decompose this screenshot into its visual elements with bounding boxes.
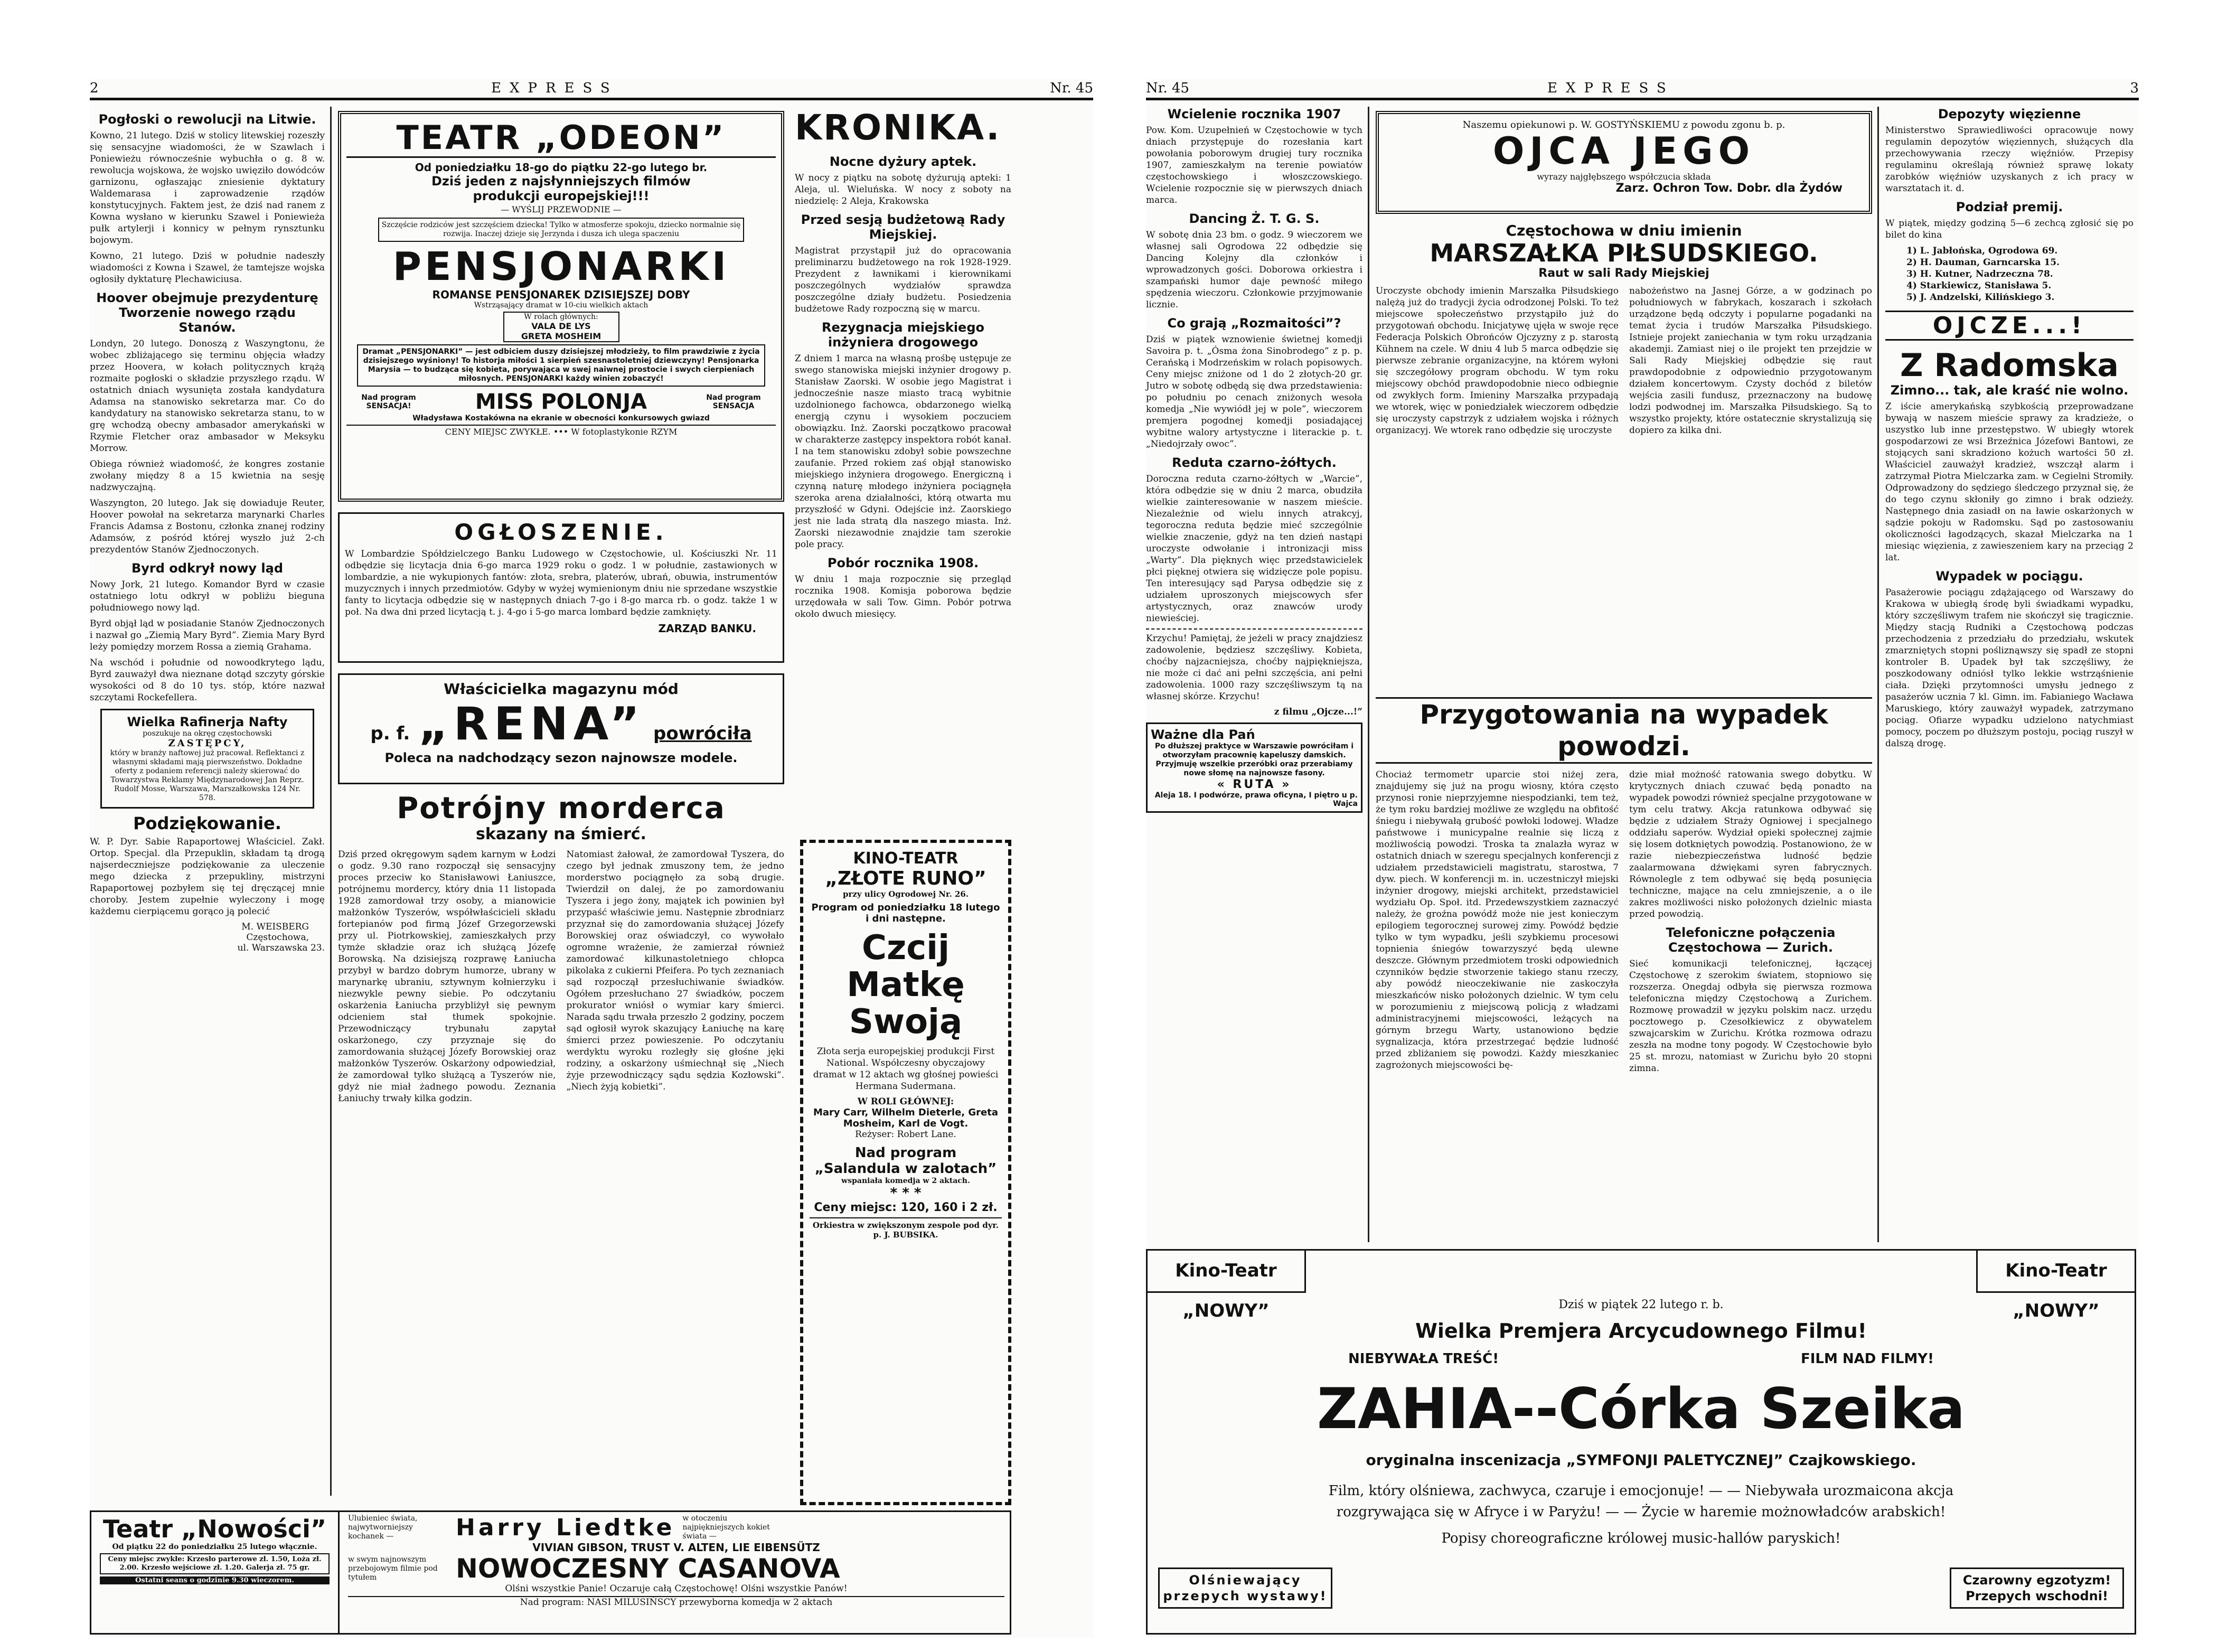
runo-cast: Mary Carr, Wilhelm Dieterle, Greta Mosheim, Karl de Vogt. xyxy=(813,1107,998,1129)
nowosci-left xyxy=(91,1512,340,1633)
odeon-tagline1: Dziś jeden z najsłynniejszych filmów xyxy=(431,174,691,189)
runo-cinema: KINO-TEATR xyxy=(853,849,958,868)
right-column-news xyxy=(1885,107,2134,1242)
flood-left: Chociaż termometr uparcie stoi niżej zera, znajdujemy się już na progu wiosny, która często przynosi ronie nieprzyjemne niespodzianki, tem też, że tym roku bardziej możliwe ze względu na obfitość śniegu i niebywałą grubość powłoki lodowej. Władze państwowe i municypalne realnie się liczą z możliwością powodzi. Troska ta znalazła wyraz w ostatnich dniach w szeregu specjalnych konferencji z udziałem przedstawicieli magistratu, starostwa, 7 dyw. piech. W konferencji m. in. uczestniczył miejski inżynier drogowy, miejski architekt, przedstawiciel wydziału Op. Społ. itd. Przedewszystkiem zaznaczyć należy, że groźna powódź może nie jest konieczym epilogiem tegorocznej surowej zimy. Powódź będzie tylko w tym wypadku, jeśli szybkiemu procesowi topnienia śniegów towarzyszyć będą ulewne deszcze. Głównym przedmiotem troski odpowiednich czynników będzie stworzenie takiego stanu rzeczy, aby powódź nieoczekiwanie nie zaskoczyła mieszkańców nisko położonych dzielnic. W tym celu w porozumieniu z miejscową policją z władzami administracyjnemi miejscowości, leżących na górnym brzegu Warty, ustanowiono będzie sygnalizacja, która przestrzegać będzie ludność przed zbliżaniem się powodzi. Każdy mieszkaniec zagrożonych miejscowości bę- xyxy=(1376,769,1619,1071)
text-krzych: Krzychu! Pamiętaj, że jeżeli w pracy znajdziesz zadowolenie, będziesz szczęśliwy. Kobieta, choćby najzacniejsza, choćby najpiękniejsza, nie może ci dać ani pełni szczęścia, ani pełni zadowolenia. 1000 razy szczęśliwszym tą na własnej skórze. Krzychu! xyxy=(1146,633,1362,702)
ad-rena xyxy=(338,673,784,784)
rena-row xyxy=(345,698,777,750)
nowy-badge-left: Olśniewający przepych wystawy! xyxy=(1158,1567,1332,1609)
article-pilsudski xyxy=(1376,222,1872,440)
flood-title: Przygotowania na wypadek powodzi. xyxy=(1376,697,1872,764)
headline-hoover: Hoover obejmuje prezydenturę xyxy=(96,290,318,305)
text-prizes: W piątek, między godziną 5—6 zechcą zgłosić się po bilet do kina xyxy=(1885,218,2134,240)
article-flood xyxy=(1376,697,1872,1078)
subheadline-hoover: Tworzenie nowego rządu Stanów. xyxy=(119,305,296,335)
masthead: EXPRESS xyxy=(1547,80,1675,96)
ad-ladies xyxy=(1146,722,1362,813)
text-dancing: W sobotę dnia 23 bm. o godz. 9 wieczorem we własnej sali Ogrodowa 22 odbędzie się Dancing Kolejny dla członków i wprowadzonych gości. Doborowa orkiestra i szampański humor daje pewność miłego spędzenia wieczoru. Członkowie przyjmowanie licznie. xyxy=(1146,230,1362,310)
headline-reduta: Reduta czarno-żółtych. xyxy=(1172,455,1337,470)
odeon-drama: Wstrząsający dramat w 10-ciu wielkich aktach xyxy=(474,301,649,309)
nowy-line2: rozgrywająca się w Afryce i w Paryżu! — — Życie w haremie możnowładców arabskich! xyxy=(1336,1504,1946,1520)
nowy-nieby: NIEBYWAŁA TREŚĆ! xyxy=(1348,1351,1499,1367)
text-deposits: Ministerstwo Sprawiedliwości opracowuje nowy regulamin depozytów więziennych, służących dla przechowywania rzeczy więźniów. Przepisy regulaminu określają również sprawę lokaty zarobków więźniów uzyskanych z ich pracy w warsztatach it. d. xyxy=(1885,125,2134,194)
prize-item: 5) J. Andzelski, Kilińskiego 3. xyxy=(1906,292,2055,303)
text-rozmaitosci: Dziś w piątek wznowienie świetnej komedji Savoira p. t. „Ósma żona Sinobrodego” z p. p. Cerańską i Modrzeńskim w rolach popisowych. Ceny miejsc zniżone od 1 do 2 złotych-20 gr. Jutro w sobotę odbędą się dwa przedstawienia: po południu po cenach zniżonych wesoła komedja „Nie wywiódł jej w pole”, wieczorem premjera pogodnej komedji posiadającej wybitne walory artystyczne i literackie p. t. „Niedojrzały owoc”. xyxy=(1146,334,1362,449)
page-gutter xyxy=(1096,74,1143,1642)
obit-line1: Naszemu opiekunowi p. W. GOSTYŃSKIEMU z powodu zgonu b. p. xyxy=(1462,119,1785,130)
notice-obituary xyxy=(1376,111,1872,214)
runo-name: „ZŁOTE RUNO” xyxy=(825,868,986,889)
odeon-extra-left: Nad program SENSACJA! xyxy=(361,393,416,410)
nowosci-title: Teatr „Nowości” xyxy=(102,1515,327,1543)
resign-title: Rezygnacja miejskiego inżyniera drogowego xyxy=(822,320,984,350)
nowy-badge-right: Czarowny egzotyzm! Przepych wschodni! xyxy=(1950,1567,2124,1609)
ad-nowy xyxy=(1146,1249,2136,1635)
nowosci-extra: Nad program: NASI MILUSIŃSCY przewyborna komedja w 2 aktach xyxy=(348,1596,1004,1608)
phone-text: Sieć komunikacji telefonicznej, łączącej Częstochowę z szerokim światem, stopniowo się rozszerza. Onegdaj odbyła się pierwsza rozmowa telefoniczna między Częstochową a Zurichem. Rozmowę prowadził w języku polskim nacz. urzędu pocztowego p. Czesołkiewicz z obywatelem szwajcarskim w Zurichu. Krótka rozmowa odrazu zeszła na modne tony pogody. W Częstochowie było 25 st. mrozu, natomiast w Zurichu było 20 stopni zimna. xyxy=(1629,959,1872,1074)
runo-film3: Swoją xyxy=(849,1002,963,1041)
odeon-title: TEATR „ODEON” xyxy=(346,119,776,158)
runo-extra: Nad program xyxy=(854,1145,957,1161)
prize-item: 3) H. Kutner, Nadrzeczna 78. xyxy=(1906,269,2053,279)
prize-item: 1) L. Jabłońska, Ogrodowa 69. xyxy=(1906,246,2058,256)
draft-title: Pobór rocznika 1908. xyxy=(827,556,979,570)
odeon-star2: GRETA MOSHEIM xyxy=(521,331,602,341)
odeon-film-sub: ROMANSE PENSJONAREK DZISIEJSZEJ DOBY xyxy=(432,288,690,301)
text-film-ref: z filmu „Ojcze...!” xyxy=(1274,707,1362,717)
masthead: EXPRESS xyxy=(491,80,618,96)
rena-back: powróciła xyxy=(653,723,752,744)
prize-item: 2) H. Dauman, Garncarska 15. xyxy=(1906,257,2060,268)
odeon-promo: Dramat „PENSJONARKI” — jest odbiciem duszy dzisiejszej młodzieży, to film prawdziwie z życia dzisiejszego wyśniony! To historja miłości 1 sierpień szesnastoletniej dziewczyny! Pensjonarka Marysia — to budząca się kobieta, porywająca w swej naiwnej prostocie i swych cierpieniach miłosnych. PENSJONARKI każdy winien zobaczyć! xyxy=(357,344,765,387)
nowosci-film-row xyxy=(348,1554,1004,1583)
flood-right: dzie miał możność ratowania swego dobytku. W krytycznych dniach czuwać będą ponadto na wypadek powodzi również specjalne przygotowane w tym celu tratwy. Akcja ratunkowa odbywać się będzie z udziałem Straży Ogniowej i specjalnego oddziału saperów. Wydział opieki społecznej zajmie się losem dotkniętych powodzią. Postanowiono, że w razie niebezpieczeństwa ludność będzie zaalarmowana dźwiękami syren fabrycznych. Równolegle z tem odbywać się będą posunięcia techniczne, mające na celu zmniejszenie, a o ile zakres możliwości nisko położonych dzielnic miasta przed powodzią. xyxy=(1629,769,1872,919)
thanks-sign-address: ul. Warszawska 23. xyxy=(237,943,325,953)
rena-line1: Właścicielka magazynu mód xyxy=(444,680,679,698)
murderer-right: Natomiast żałował, że zamordował Tyszera, do czego był jednak zmuszony tem, że jedno morderstwo pociągnęło za sobą drugie. Twierdził on dalej, że po zamordowaniu Tyszera i jego żony, majątek ich powinien był przypaść właściwie jemu. Następnie zbrodniarz przyznał się do zamordowania służącej Józefy Borowskiej oraz oświadczył, co wywołało ogromne wrażenie, że zamierzał również zamordować kilkunastoletniego chłopca pikolaka z cukierni Pfeifera. Po tych zeznaniach sąd rozpoczął przesłuchiwanie świadków. Ogółem przesłuchano 27 świadków, poczem prokurator wniósł o wymiar kary śmierci. Narada sądu trwała przeszło 2 godziny, poczem sąd ogłosił wyrok skazujący Łaniuchę na karę śmierci przez powieszenie. Po odczytaniu werdyktu wyroku rozległy się głośne jęki rodziny, a oskarżony uśmiechnął się „Niech żyje przewodniczący sądu sędzia Kozłowski”. „Niech żyją kobietki”. xyxy=(566,849,784,1092)
notice-sign: ZARZĄD BANKU. xyxy=(658,622,756,635)
text-reduta: Doroczna reduta czarno-żółtych w „Warcie”, która odbędzie się w dniu 2 marca, obudziła wielkie zainteresowanie w naszem mieście. Niezależnie od wielu innych atrakcyj, tegoroczna reduta będzie mieć szczególnie wielkie znaczenie, gdyż na ten dzień nastąpi uroczyste odwołanie i intronizacji miss „Warty”. Dla pięknych więc przedstawicielek płci pięknej otwiera się widzięcze pole popisu. Ten interesujący sąd Parysa odbędzie się z udziałem uproszonych miejscowych sfer artystycznych, oraz znawców urody niewieściej. xyxy=(1146,474,1362,624)
subheadline-radomsko: Zimno... tak, ale kraść nie wolno. xyxy=(1890,383,2129,398)
headline-1907: Wcielenie rocznika 1907 xyxy=(1167,107,1341,121)
headline-byrd: Byrd odkrył nowy ląd xyxy=(131,561,284,576)
left-page xyxy=(90,79,1093,1637)
pilsudski-title: MARSZAŁKA PIŁSUDSKIEGO. xyxy=(1430,239,1818,267)
headline-rozmaitosci: Co grają „Rozmaitości”? xyxy=(1167,316,1341,331)
headline-prizes: Podział premij. xyxy=(1956,200,2063,214)
nowosci-right xyxy=(343,1512,1010,1633)
runo-film1: Czcij xyxy=(861,928,950,968)
ad-zlote-runo xyxy=(800,840,1011,1505)
pilsudski-line1: Częstochowa w dniu imienin xyxy=(1506,222,1742,239)
nowosci-fav2: w otoczeniu najpiękniejszych kokiet świata — xyxy=(682,1514,770,1541)
notice-box xyxy=(338,512,784,663)
obit-name: OJCA JEGO xyxy=(1492,129,1755,173)
nowy-line1: Film, który olśniewa, zachwyca, czaruje i emocjonuje! — — Niebywała urozmaicona akcja xyxy=(1328,1483,1954,1499)
odeon-extra-right: Nad program SENSACJA xyxy=(706,393,761,410)
text-accident: Pasażerowie pociągu zdążającego od Warszawy do Krakowa w ubiegłą środę byli świadkami wypadku, który szczęśliwym trafem nie skończył się tragicznie. Między stacją Rudniki a Częstochową podczas przechodzenia z przedziału do przedziału, wskutek zmarzniętych stopni pośliznąwszy się spadł ze stopni kontroler B. Upadek był tak szczęśliwy, że poszkodowany odniósł tylko lekkie wstrząśnienie ciała. Dzięki przytomności umysłu jednego z pasażerów ucznia 7 kl. Gimn. im. Fabianiego Wacława Maruskiego, który zauważył wypadek, zatrzymano pociąg. Ofiarze wypadku udzielono natychmiast pomocy, poczem po dłuższym postoju, pociąg ruszył w dalszą drogę. xyxy=(1885,587,2134,749)
ad-refinery-sub: poszukuje na okręg częstochowski xyxy=(143,729,272,738)
article-lithuania-p1: Kowno, 21 lutego. Dziś w stolicy litewskiej rozeszły się sensacyjne wiadomości, że w Szawlach i Poniewieżu równocześnie wybuchła o g. 8 w. rewolucja wojskowa, że wojsko uwięziło dowódców garnizonu, ogłaszając zniesienie dyktatury Waldemarasa i zaprowadzenie rządów konstytucyjnych. Faktem jest, że dziś nad ranem z Kowna wysłano w kierunku Szawel i Poniewieża pułk artylerji i konnicy w pełnym rynsztunku bojowym. xyxy=(90,130,325,246)
murderer-columns xyxy=(338,849,784,1109)
prize-item: 4) Starkiewicz, Stanisława 5. xyxy=(1906,280,2052,291)
ojcze-banner: OJCZE...! xyxy=(1885,311,2134,341)
runo-program: Program od poniedziałku 18 lutego i dni następne. xyxy=(811,902,1000,924)
resign-text: Z dniem 1 marca na własną prośbę ustępuje ze swego stanowiska miejski inżynier drogowy p. Stanisław Zaorski. W osobie jego Magistrat i jednocześnie nasze miasto tracą wybitnie uzdolnionego fachowca, obdarzonego wielką energją czynu i wysokiem poczuciem obowiązku. Inż. Zaorski początkowo pracował w charakterze zastępcy inspektora robót kanał. I na tem stanowisku zdobył sobie powszechne zaufanie. Przed rokiem zaś objął stanowisko miejskiego inżyniera drogowego. Energiczną i czynną naturę młodego inżyniera pociągnęła szeroka arena działalności, którą otwarta mu przyszłość w Gdyni. Odejście inż. Zaorskiego jest nie lada stratą dla naszego miasta. Inż. Zaorski niezawodnie znajdzie tam szerokie pole pracy. xyxy=(795,353,1011,550)
runo-address: przy ulicy Ogrodowej Nr. 26. xyxy=(842,889,969,899)
headline-dancing: Dancing Ż. T. G. S. xyxy=(1189,211,1320,226)
nowy-kino-right: Kino-Teatr „NOWY” xyxy=(1976,1251,2135,1293)
pilsudski-right: nabożeństwo na Jasnej Górze, a w godzinach po południowych w fabrykach, koszarach i szkołach urządzone będą odczyty i popularne pogadanki na temat życia i trudów Marszałka Piłsudskiego. Istnieje projekt zaniechania w tym roku urządzania akademji. Zamiast niej o ile projekt ten przejdzie w Sali Rady Miejskiej odbędzie się raut prawdopodobnie z odpowiednio przygotowanym działem koncertowym. Czysty dochód z biletów wejścia zasili fundusz, przeznaczony na budowę lodzi podwodnej im. Marszałka Piłsudskiego. Są to wszystko projekty, które ostatecznie skrystalizują się dopiero za kilka dni. xyxy=(1629,286,1872,436)
prize-list xyxy=(1906,245,2134,303)
article-byrd-p1: Nowy Jork, 21 lutego. Komandor Byrd w czasie ostatniego lotu odkrył w pobliżu bieguna południowego nowy ląd. xyxy=(90,579,325,613)
right-column-local xyxy=(1146,107,1362,1226)
ad-refinery-title: Wielka Rafinerja Nafty xyxy=(127,715,288,729)
odeon-cast-box xyxy=(503,312,619,342)
nowy-premiere: Wielka Premjera Arcycudownego Filmu! xyxy=(1415,1319,1867,1343)
headline-accident: Wypadek w pociągu. xyxy=(1935,569,2083,584)
divider xyxy=(1146,628,1362,630)
nowy-line3: Popisy choreograficzne królowej music-hallów paryskich! xyxy=(1441,1531,1841,1546)
ad-odeon xyxy=(338,111,784,502)
article-hoover-p2: Obiega również wiadomość, że kongres zostanie zwołany między 8 a 15 kwietnia na sesję nadzwyczajną. xyxy=(90,459,325,493)
draft-text: W dniu 1 maja rozpocznie się przegląd rocznika 1908. Komisja poborowa będzie urzędowała w sali Tow. Gimn. Pobór potrwa około dwuch miesięcy. xyxy=(795,574,1011,620)
runo-stars: * * * xyxy=(890,1185,922,1201)
odeon-extra-sub: Władysława Kostakówna na ekranie w obecności konkursowych gwiazd xyxy=(412,414,710,423)
pilsudski-left: Uroczyste obchody imienin Marszałka Piłsudskiego nalężą już do tradycji życia odrodzonej Polski. To też miejscowe społeczeństwo przystąpiło już do przygotowań obchodu. Inicjatywę ujęła w swoje ręce Federacja Polskich Obrońców Ojczyzny z p. starostą Kühnem na czele. W dniu 4 lub 5 marca odbędzie się pierwsze zebranie organizacyjne, na którem wyłoni się szczegółowy program obchodu. W tym roku miejscowy obchód prawdopodobnie nieco odbiegnie od zwykłych form. Imieniny Marszałka przypadają we wtorek, więc w poniedziałek wieczorem odbędzie się uroczysty capstrzyk z udziałem wojska i różnych organizacyj. We wtorek rano odbędzie się uroczyste xyxy=(1376,286,1619,436)
article-hoover-p1: Londyn, 20 lutego. Donoszą z Waszyngtonu, że wobec zbliżającego się terminu objęcia władzy przez Hoovera, w kołach politycznych krążą rozmaite pogłoski o składzie przyszłego rządu. W ostatnich dniach wysunięta została kandydatura Adamsa na stanowisko sekretarza mar. Co do kandydatury na stanowisko sekretarza stanu, to w grę wchodzą obecny ambasador amerykański w Rzymie Fletcher oraz ambasador w Meksyku Morrow. xyxy=(90,339,325,454)
notice-text: W Lombardzie Spółdzielczego Banku Ludowego w Częstochowie, ul. Kościuszki Nr. 11 odbędzie się licytacja dnia 6-go marca 1929 roku o godz. 1 w południe, zastawionych w lombardzie, a nie wykupionych fantów: złota, srebra, platerów, ubrań, obuwia, instrumentów muzycznych i innych przedmiotów. Gdyby w wyżej wymienionym dniu nie sprzedane wszystkie fanty to licytacja odbędzie się w następnych dniach 7-go i 8-go marca rb. o godz. także 1 w poł. Na dwa dni przed licytacją t. j. 4-go i 5-go marca lombard będzie zamknięty. xyxy=(345,549,777,617)
issue-number: Nr. 45 xyxy=(1146,80,1189,96)
runo-comedy-sub: wspaniała komedja w 2 aktach. xyxy=(841,1177,970,1185)
odeon-extra-mid: MISS POLONJA xyxy=(475,390,647,414)
nowy-kino-left: Kino-Teatr „NOWY” xyxy=(1148,1251,1306,1293)
nowosci-rave: Olśni wszystkie Panie! Oczaruje całą Częstochowę! Olśni wszystkie Panów! xyxy=(505,1583,848,1594)
odeon-star1: VALA DE LYS xyxy=(531,321,591,331)
ad-refinery-text: który w branży naftowej już pracował. Reflektanci z własnymi składami mają pierwszeństwo. Dokładne oferty z podaniem referencji należy skierować do Towarzystwa Reklamy Międzynarodowej Jan Reprz. Rudolf Mosse, Warszawa, Marszałkowska 124 Nr. 578. xyxy=(110,749,305,802)
ladies-title: Ważne dla Pań xyxy=(1151,727,1255,742)
flood-columns xyxy=(1376,769,1872,1078)
nowy-film: ZAHIA--Córka Szeika xyxy=(1317,1376,1966,1441)
odeon-roles: W rolach głównych: xyxy=(524,313,598,321)
budget-title: Przed sesją budżetową Rady Miejskiej. xyxy=(801,212,1005,242)
article-byrd-p3: Na wschód i południe od nowoodkrytego lądu, Byrd zauważył dwa nieznane dotąd szczyty górskie wysokości od 8 do 10 tys. stóp, które nazwał szczytami Rockefellera. xyxy=(90,658,325,703)
odeon-film: PENSJONARKI xyxy=(392,244,730,289)
odeon-parents: Szczęście rodziców jest szczęściem dziecka! Tylko w atmosferze spokoju, dziecko normalnie się rozwija. Inaczej dzieje się Jerzynda i dusza ich ulega spaczeniu xyxy=(378,218,744,242)
murderer-left: Dziś przed okręgowym sądem karnym w Łodzi o godz. 9.30 rano rozpoczął się sensacyjny proces przeciw ko Stanisławowi Łaniuszce, potrójnemu mordercy, który dnia 11 listopada 1928 zamordował trzy osoby, a mianowicie małżonków Tyszerów, współwłaścicieli składu fortepianów pod firmą Józef Grzegorzewski przy ul. Piotrkowskiej, zamieszkałych przy tymże składzie oraz ich służącą Józefę Borowską. Na dzisiejszą rozprawę Łaniucha przybył w bardzo dobrym humorze, ubrany w marynarkę ubraniu, sztywnym kołnierzyku i niezwykle pewny siebie. Po odczytaniu oskarżenia Łaniucha przybliżył się pewnym odcieniem stał tłumek spokojnie. Przewodniczący trybunału zapytał oskarżonego, czy przyznaje się do zamordowania służącej Józefy Borowskiej oraz małżonków Tyszerów. Oskarżony odpowiedział, że zamordował tylko służącą a Tyszerów nie, gdyż nie miał żadnego powodu. Zeznania Łaniuchy trwały kilka godzin. xyxy=(338,849,556,1104)
text-radomsko: Z iście amerykańską szybkością przeprowadzane bywają w naszem mieście sprawy za kradzieże, o uszystko lub inne przestępstwo. W ubiegły wtorek gospodarzowi ze wsi Brzeźnica Józefowi Bantowi, ze stojących sani skradziono kożuch wartości 50 zł. Właściciel zauważył kradzież, wszczął alarm i zatrzymał Piotra Mielczarka zam. w Cegielni Stromiły. Odprowadzony do sędziego śledczego przyznał się, że do tego czynu skłoniły go zimno i brak odzieży. Następnego dnia zasiadł on na ławie oskarżonych w sądzie pokoju w Radomsku. Sąd po zastosowaniu okoliczności łagodzących, skazał Mielczarka na 1 miesiąc więzienia, z zawieszeniem kary na przeciąg 2 lat. xyxy=(1885,401,2134,563)
left-page-header xyxy=(90,79,1093,100)
column-rule xyxy=(1368,107,1369,1242)
pharm-text: W nocy z piątku na sobotę dyżurują apteki: 1 Aleja, ul. Wieluńska. W nocy z soboty na niedzielę: 2 Aleja, Krakowska xyxy=(795,173,1011,207)
thanks-sign-name: M. WEISBERG xyxy=(241,922,309,932)
text-1907: Pow. Kom. Uzupełnień w Częstochowie w tych dniach przystępuje do rozesłania kart powołania poborowym drugiej tury rocznika 1907, zamieszkałym na terenie powiatów częstochowskiego i włoszczowskiego. Wcielenie rozpocznie się w pierwszych dniach marca. xyxy=(1146,125,1362,205)
nowosci-last: Ostatni seans o godzinie 9.30 wieczorem. xyxy=(100,1576,330,1584)
pilsudski-columns xyxy=(1376,285,1872,440)
nowosci-fav: Ulubieniec świata, najwytworniejszy kochanek — xyxy=(348,1514,418,1541)
headline-thanks: Podziękowanie. xyxy=(133,813,281,833)
runo-roles: W ROLI GŁÓWNEJ: xyxy=(857,1096,954,1107)
article-murderer xyxy=(338,792,784,1109)
runo-film2: Matkę xyxy=(847,965,965,1005)
odeon-dates: Od poniedziałku 18-go do piątku 22-go lutego br. xyxy=(415,161,708,174)
runo-director: Reżyser: Robert Lane. xyxy=(855,1129,956,1140)
nowosci-film: NOWOCZESNY CASANOVA xyxy=(456,1553,840,1584)
rena-pf: p. f. xyxy=(370,723,410,744)
nowosci-dates: Od piątku 22 do poniedziałku 25 lutego włącznie. xyxy=(112,1543,317,1551)
kronika-title: KRONIKA. xyxy=(795,107,1001,148)
ad-refinery xyxy=(100,709,314,809)
nowosci-actor: Harry Liedtke xyxy=(456,1514,675,1541)
budget-text: Magistrat przystąpił już do opracowania preliminarzu budżetowego na rok 1928-1929. Prezydent z ławnikami i kierownikami poszczególnych wydziałów sprawdza poszczególne działy budżetu. Posiedzenia budżetowe Rady rozpoczną się w marcu. xyxy=(795,246,1011,314)
notice-title: OGŁOSZENIE. xyxy=(454,519,668,545)
murderer-subtitle: skazany na śmierć. xyxy=(476,825,646,843)
page-number: 2 xyxy=(90,80,99,96)
article-hoover-p3: Waszyngton, 20 lutego. Jak się dowiaduje Reuter, Hoover powołał na sekretarza marynarki Charles Francis Adamsa z Bostonu, członka znanej rodziny Adamsów, z pośród której wyszło już 2-ch prezydentów Stanów Zjednoczonych. xyxy=(90,498,325,555)
obit-sign: Zarz. Ochron Tow. Dobr. dla Żydów xyxy=(1615,182,1843,195)
nowy-nad: FILM NAD FILMY! xyxy=(1800,1351,1934,1367)
pilsudski-sub: Raut w sali Rady Miejskiej xyxy=(1538,267,1709,280)
odeon-prices: CENY MIEJSC ZWYKŁE. ••• W fotoplastykonie RZYM xyxy=(346,425,776,437)
rena-line3: Poleca na nadchodzący sezon najnowsze modele. xyxy=(384,750,738,765)
ad-refinery-head: ZASTĘPCY, xyxy=(168,738,247,749)
nowosci-actor-row xyxy=(348,1514,1004,1541)
nowosci-hit: w swym najnowszym przebojowym filmie pod tytułem xyxy=(348,1555,438,1582)
odeon-tagline2: produkcji europejskiej!!! xyxy=(473,189,650,203)
runo-desc: Złota serja europejskiej produkcji First National. Współczesny obyczajowy dramat w 12 aktach wg głośnej powieści Hermana Sudermana. xyxy=(813,1046,999,1092)
thanks-text: W. P. Dyr. Sabie Rapaportowej Właściciel. Zakł. Ortop. Specjal. dla Przepuklin, składam tą drogą najserdeczniejsze podziękowanie za uleczenie mego dziecka z przepukliny, mistrzyni Rapaportowej pozbyłem się tej dręczącej mnie choroby. Jestem zupełnie wyleczony i mogę każdemu cierpiącemu gorąco ją polecić xyxy=(90,837,325,917)
issue-number: Nr. 45 xyxy=(1050,80,1093,96)
headline-lithuania: Pogłoski o rewolucji na Litwie. xyxy=(98,112,316,127)
column-rule xyxy=(330,107,332,1496)
ladies-text: Po dłuższej praktyce w Warszawie powróciłam i otworzyłam pracownię kapeluszy damskich. Przyjmuję wszelkie przeróbki oraz przerabiamy nowe słomę na najnowsze fasony. xyxy=(1154,742,1354,777)
rena-name: „RENA” xyxy=(418,698,645,750)
right-page xyxy=(1146,79,2139,1637)
ladies-name: « RUTA » xyxy=(1217,778,1292,791)
column-rule xyxy=(1877,107,1879,1242)
runo-orchestra: Orkiestra w zwiększonym zespole pod dyr. p. J. BUBSIKA. xyxy=(810,1217,1002,1240)
nowosci-prices: Ceny miejsc zwykłe: Krzesło parterowe zł. 1.50, Loża zł. 2.00. Krzesło wejściowe zł. 1.20. Galerja zł. 75 gr. xyxy=(100,1553,330,1574)
headline-deposits: Depozyty więzienne xyxy=(1938,107,2081,121)
pharm-title: Nocne dyżury aptek. xyxy=(829,154,977,169)
article-byrd-p2: Byrd objął ląd w posiadanie Stanów Zjednoczonych i nazwał go „Ziemią Mary Byrd”. Ziemia Mary Byrd leży pomiędzy morzem Rossa a ziemią Grahama. xyxy=(90,618,325,652)
obit-line2: wyrazy najgłębszego współczucia składa xyxy=(1537,172,1711,182)
right-page-header xyxy=(1146,79,2139,100)
flood-right-col xyxy=(1629,769,1872,1078)
runo-prices: Ceny miejsc: 120, 160 i 2 zł. xyxy=(814,1201,998,1214)
thanks-sign-city: Częstochowa, xyxy=(246,932,309,943)
runo-comedy: „Salandula w zalotach” xyxy=(814,1161,997,1177)
phone-title2: Częstochowa — Zurich. xyxy=(1668,940,1833,955)
headline-radomsko: Z Radomska xyxy=(1900,347,2119,384)
phone-title1: Telefoniczne połączenia xyxy=(1666,925,1836,940)
odeon-extra-row xyxy=(357,390,765,414)
odeon-sub: — WYŚLIJ PRZEWODNIE — xyxy=(501,204,622,214)
left-column-news xyxy=(90,107,325,1637)
murderer-title: Potrójny morderca xyxy=(397,791,726,825)
page-number: 3 xyxy=(2130,80,2139,96)
ladies-addr: Aleja 18. I podwórze, prawa oficyna, I piętro u p. Wajca xyxy=(1154,791,1358,808)
ad-nowosci xyxy=(90,1510,1011,1635)
nowy-staging: oryginalna inscenizacja „SYMFONJI PALETYCZNEJ” Czajkowskiego. xyxy=(1366,1451,1916,1469)
article-lithuania-p2: Kowno, 21 lutego. Dziś w południe nadeszły wiadomości z Kowna i Szawel, że tamtejsze wojska ogłosiły dyktaturę Plechawiciusa. xyxy=(90,251,325,285)
nowosci-cast: VIVIAN GIBSON, TRUST V. ALTEN, LIE EIBENSÜTZ xyxy=(532,1541,820,1554)
nowy-date: Dziś w piątek 22 lutego r. b. xyxy=(1558,1298,1724,1311)
